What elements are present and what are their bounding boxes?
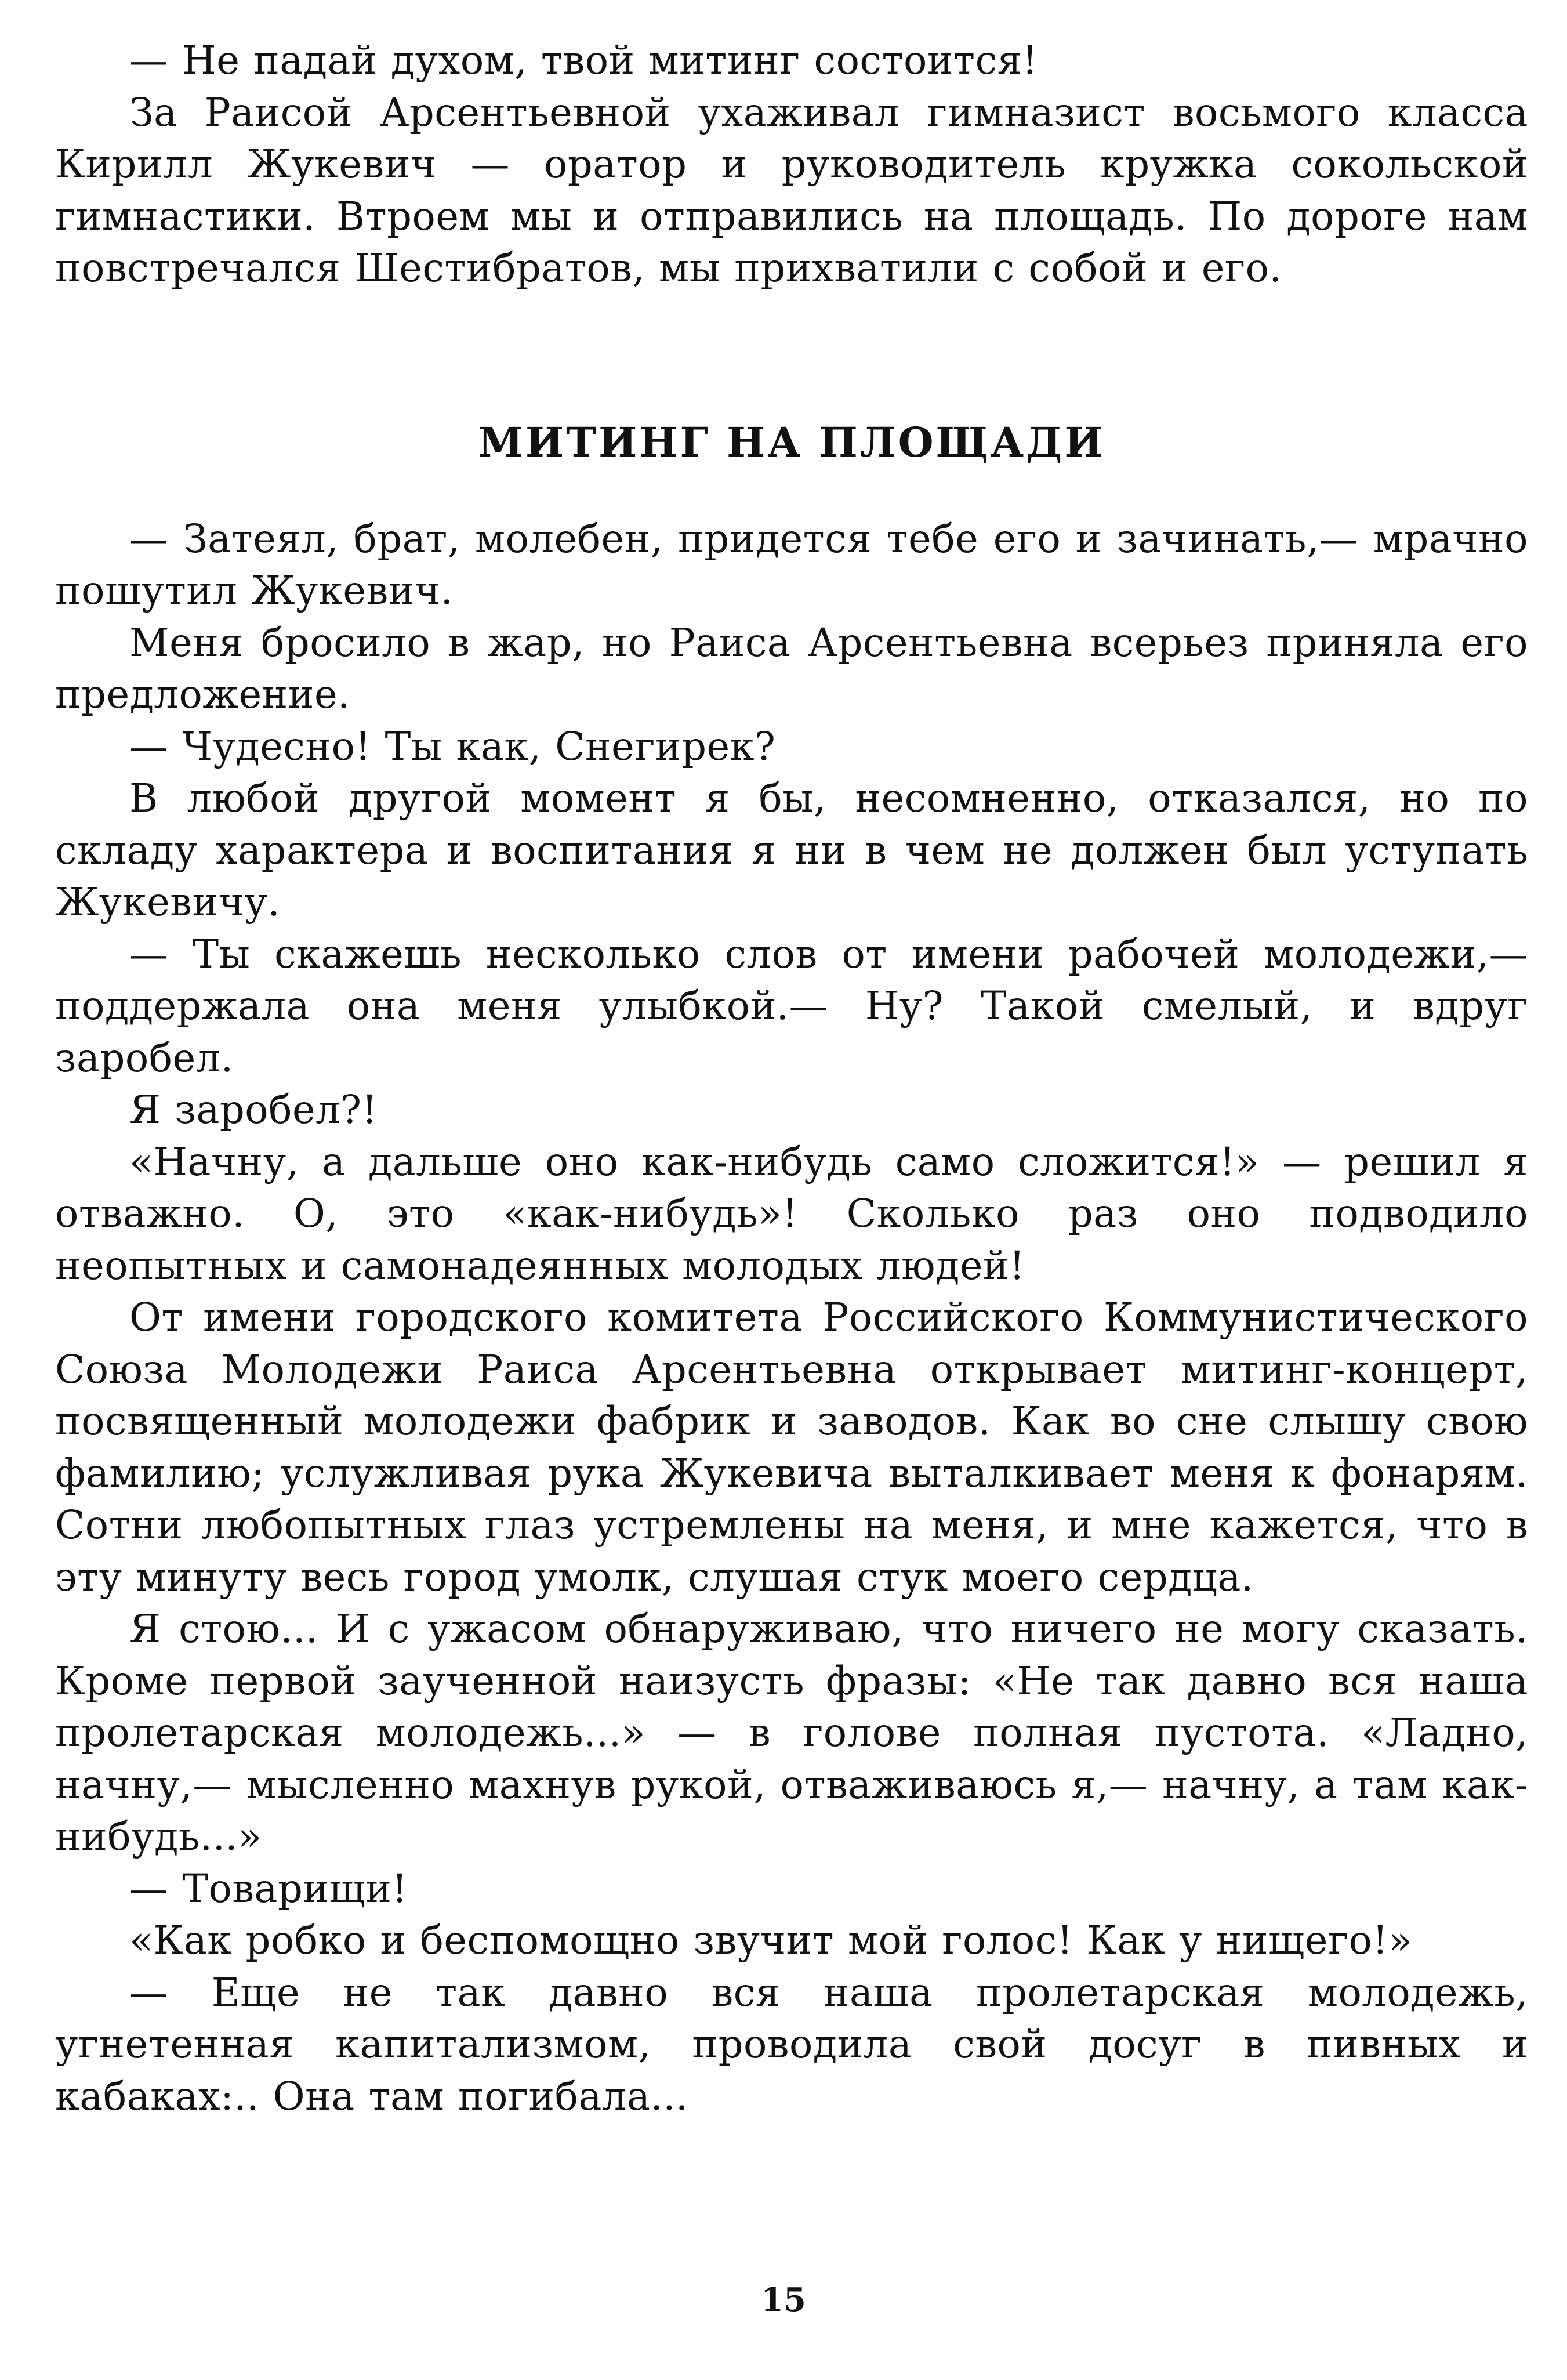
paragraph: — Затеял, брат, молебен, придется тебе его и зачинать,— мрачно пошутил Жукевич. [55, 516, 1528, 613]
opening-section [55, 35, 1528, 295]
paragraph: В любой другой момент я бы, несомненно, отказался, но по складу характера и воспитания я ни в чем не должен был уступать Жукевичу. [55, 776, 1528, 925]
paragraph: Меня бросило в жар, но Раиса Арсентьевна всерьез приняла его предложение. [55, 620, 1528, 717]
paragraph: — Ты скажешь несколько слов от имени рабочей молодежи,— поддержала она меня улыбкой.— Ну? Такой смелый, и вдруг заробел. [55, 931, 1528, 1081]
paragraph: От имени городского комитета Российского Коммунистического Союза Молодежи Раиса Арсентьевна открывает митинг-концерт, посвященный молодежи фабрик и заводов. Как во сне слышу свою фамилию; услужливая рука Жукевича выталкивает меня к фонарям. Сотни любопытных глаз устремлены на меня, и мне кажется, что в эту минуту весь город умолк, слушая стук моего сердца. [55, 1295, 1528, 1600]
paragraph: Я стою... И с ужасом обнаруживаю, что ничего не могу сказать. Кроме первой заученной наизусть фразы: «Не так давно вся наша пролетарская молодежь...» — в голове полная пустота. «Ладно, начну,— мысленно махнув рукой, отваживаюсь я,— начну, а там как-нибудь...» [55, 1606, 1528, 1859]
chapter-section [55, 513, 1528, 2123]
paragraph: — Чудесно! Ты как, Снегирек? [129, 723, 776, 769]
paragraph: «Начну, а дальше оно как-нибудь само сложится!» — решил я отважно. О, это «как-нибудь»! Сколько раз оно подводило неопытных и самонадеянных молодых людей! [55, 1139, 1528, 1288]
chapter-title: МИТИНГ НА ПЛОЩАДИ [478, 418, 1105, 466]
paragraph: За Раисой Арсентьевной ухаживал гимназист восьмого класса Кирилл Жукевич — оратор и руководитель кружка сокольской гимнастики. Втроем мы и отправились на площадь. По дороге нам повстречался Шестибратов, мы прихватили с собой и его. [55, 89, 1528, 291]
paragraph: — Не падай духом, твой митинг состоится! [129, 38, 1038, 83]
page-number: 15 [761, 2281, 806, 2319]
paragraph: — Товарищи! [129, 1865, 408, 1911]
page-body [55, 35, 1528, 2122]
paragraph: «Как робко и беспомощно звучит мой голос! Как у нищего!» [129, 1918, 1413, 1963]
paragraph: Я заробел?! [129, 1087, 378, 1132]
paragraph: — Еще не так давно вся наша пролетарская молодежь, угнетенная капитализмом, проводила свой досуг в пивных и кабаках:.. Она там погибала... [55, 1969, 1528, 2119]
